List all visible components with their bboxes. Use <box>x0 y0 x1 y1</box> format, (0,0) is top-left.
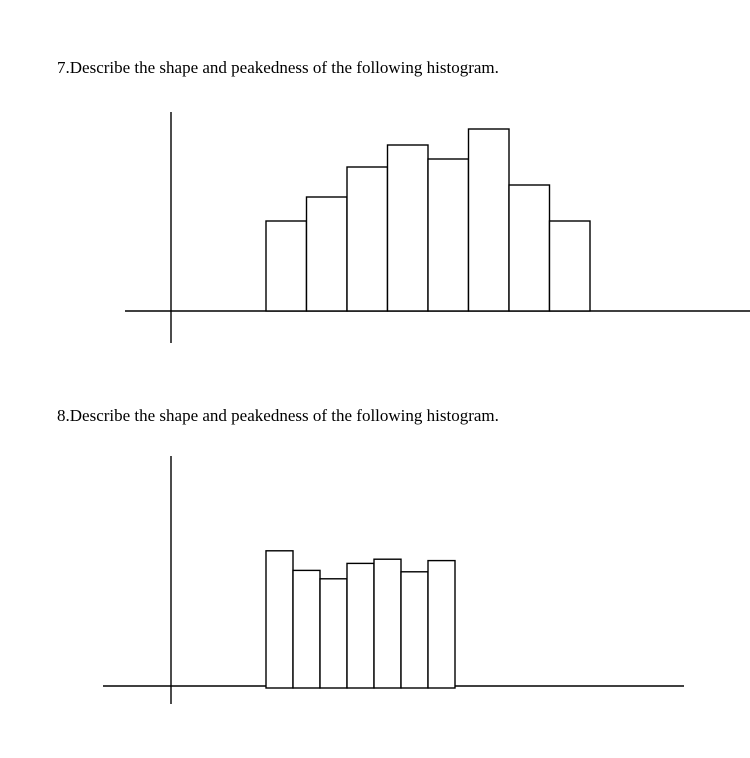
histogram-8-bar-6 <box>401 572 428 688</box>
histogram-8-bar-7 <box>428 561 455 688</box>
histogram-7 <box>0 100 750 350</box>
histogram-7-bar-2 <box>307 197 348 311</box>
histogram-7-bar-7 <box>509 185 550 311</box>
histogram-8 <box>0 445 750 710</box>
histogram-7-bar-8 <box>550 221 591 311</box>
histogram-8-bars <box>266 551 455 688</box>
histogram-7-bar-1 <box>266 221 307 311</box>
histogram-8-bar-5 <box>374 559 401 688</box>
histogram-7-bar-3 <box>347 167 388 311</box>
histogram-7-bars <box>266 129 590 311</box>
histogram-8-bar-2 <box>293 570 320 688</box>
question-7-text: 7.Describe the shape and peakedness of the following histogram. <box>57 58 499 77</box>
histogram-8-bar-4 <box>347 563 374 688</box>
histogram-8-bar-3 <box>320 579 347 688</box>
histogram-7-bar-5 <box>428 159 469 311</box>
histogram-7-bar-6 <box>469 129 510 311</box>
question-8-text: 8.Describe the shape and peakedness of the following histogram. <box>57 406 499 425</box>
histogram-8-bar-1 <box>266 551 293 688</box>
histogram-7-bar-4 <box>388 145 429 311</box>
